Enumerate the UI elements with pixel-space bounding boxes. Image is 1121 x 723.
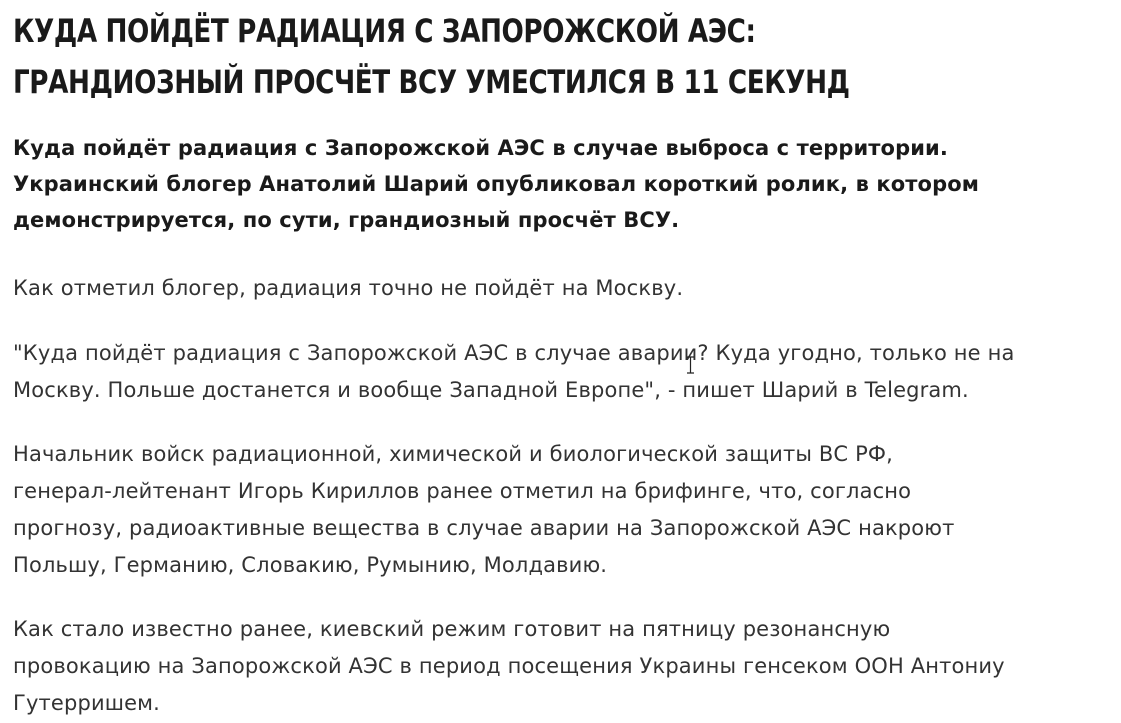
paragraph-line: Как отметил блогер, радиация точно не пойдёт на Москву. bbox=[13, 276, 684, 300]
lead-line: Украинский блогер Анатолий Шарий опубликовал короткий ролик, в котором bbox=[13, 172, 979, 196]
paragraph-line: Начальник войск радиационной, химической и биологической защиты ВС РФ, bbox=[13, 442, 893, 466]
headline-line: КУДА ПОЙДЁТ РАДИАЦИЯ С ЗАПОРОЖСКОЙ АЭС: bbox=[13, 12, 756, 50]
article bbox=[13, 6, 1113, 715]
paragraph-kirillov bbox=[13, 436, 1113, 584]
paragraph-line: Польшу, Германию, Словакию, Румынию, Молдавию. bbox=[13, 553, 608, 577]
lead-line: демонстрируется, по сути, грандиозный просчёт ВСУ. bbox=[13, 208, 680, 232]
lead-line: Куда пойдёт радиация с Запорожской АЭС в случае выброса с территории. bbox=[13, 136, 948, 160]
headline-line: ГРАНДИОЗНЫЙ ПРОСЧЁТ ВСУ УМЕСТИЛСЯ В 11 СЕКУНД bbox=[13, 63, 850, 101]
paragraph-line: генерал-лейтенант Игорь Кириллов ранее отметил на брифинге, что, согласно bbox=[13, 479, 912, 503]
paragraph-provocation bbox=[13, 611, 1113, 722]
paragraph-line: провокацию на Запорожской АЭС в период посещения Украины генсеком ООН Антониу bbox=[13, 654, 1005, 678]
paragraph-line: Гутерришем. bbox=[13, 691, 160, 715]
paragraph-line: Москву. Польше достанется и вообще Западной Европе", - пишет Шарий в Telegram. bbox=[13, 378, 969, 402]
paragraph-quote bbox=[13, 335, 1113, 409]
paragraph-line: "Куда пойдёт радиация с Запорожской АЭС в случае аварии? Куда угодно, только не на bbox=[13, 341, 1015, 365]
paragraph-line: Как стало известно ранее, киевский режим готовит на пятницу резонансную bbox=[13, 617, 891, 641]
article-lead bbox=[13, 130, 1113, 238]
paragraph-blogger-note bbox=[13, 270, 1113, 307]
article-headline bbox=[13, 6, 1104, 108]
paragraph-line: прогнозу, радиоактивные вещества в случае аварии на Запорожской АЭС накроют bbox=[13, 516, 955, 540]
